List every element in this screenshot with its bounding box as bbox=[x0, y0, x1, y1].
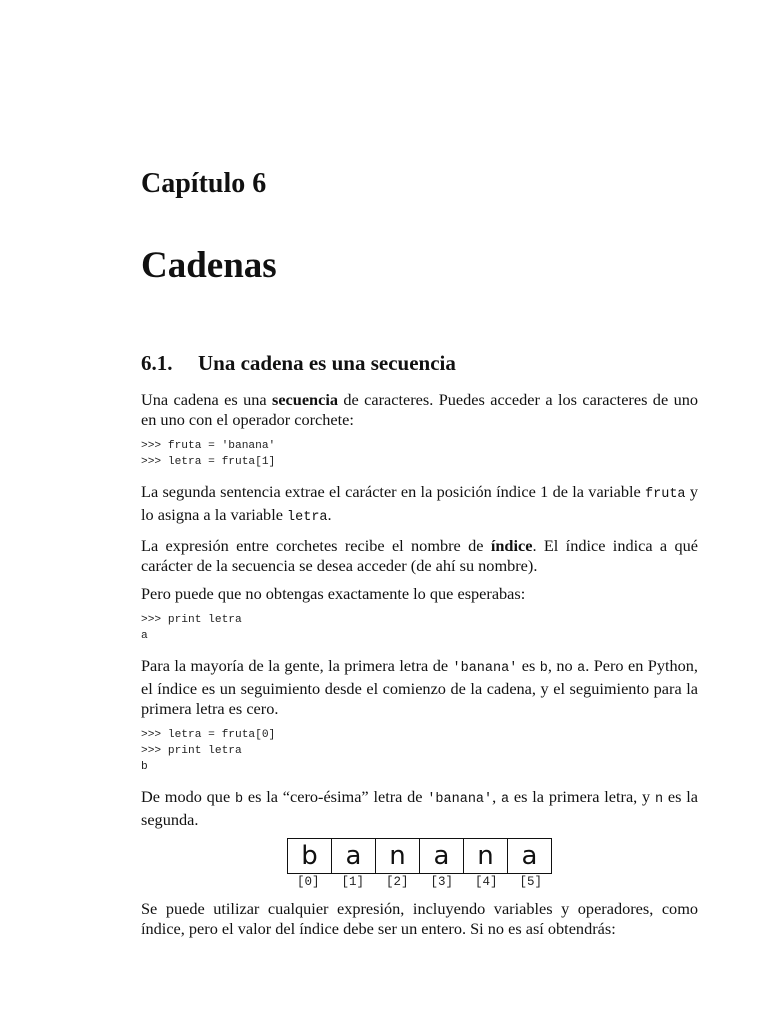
section-heading bbox=[141, 351, 456, 376]
paragraph-4 bbox=[141, 584, 698, 604]
code-block-2: >>> print letra a bbox=[141, 614, 242, 642]
index-labels bbox=[286, 875, 553, 889]
paragraph-text: La segunda sentencia extrae el carácter en la posición índice 1 de la variable bbox=[141, 482, 646, 501]
inline-code: n bbox=[654, 792, 664, 807]
paragraph-text: Se puede utilizar cualquier expresión, incluyendo variables y operadores, como índice, pero el valor del índice debe ser un entero. Si no es así obtendrás: bbox=[141, 899, 698, 938]
paragraph-text: De modo que bbox=[141, 787, 235, 806]
section-number: 6.1. bbox=[141, 351, 173, 375]
paragraph-text: es la segunda. bbox=[141, 787, 698, 829]
paragraph-5 bbox=[141, 656, 698, 719]
letter-cell: n bbox=[376, 839, 420, 873]
chapter-title: Cadenas bbox=[141, 245, 277, 286]
index-label: [1] bbox=[341, 875, 364, 889]
paragraph-text: Para la mayoría de la gente, la primera letra de bbox=[141, 656, 453, 675]
letter-cell: a bbox=[521, 841, 538, 871]
letter-cell: a bbox=[420, 839, 464, 873]
paragraph-text: . El índice indica a qué carácter de la secuencia se desea acceder (de ahí su nombre). bbox=[141, 536, 698, 575]
term-secuencia: secuencia bbox=[271, 390, 338, 409]
index-label: [0] bbox=[296, 875, 320, 889]
letter-cell: n bbox=[464, 839, 508, 873]
inline-code: a bbox=[501, 792, 510, 807]
term-indice: índice bbox=[490, 536, 533, 555]
section-title: Una cadena es una secuencia bbox=[198, 351, 456, 375]
paragraph-text: de caracteres. Puedes acceder a los caracteres de uno en uno con el operador corchete: bbox=[141, 390, 698, 429]
paragraph-text: es la “cero-ésima” letra de bbox=[243, 787, 428, 806]
index-label: [5] bbox=[519, 875, 542, 889]
inline-code: 'banana' bbox=[452, 661, 518, 676]
inline-code: fruta bbox=[645, 487, 686, 502]
paragraph-text: Una cadena es una bbox=[141, 390, 272, 409]
index-label: [2] bbox=[385, 875, 409, 889]
paragraph-3 bbox=[141, 536, 698, 576]
inline-code: b bbox=[539, 661, 548, 676]
paragraph-1 bbox=[141, 390, 698, 430]
letter-cells bbox=[287, 838, 552, 874]
paragraph-7 bbox=[141, 899, 698, 939]
inline-code: letra bbox=[287, 510, 328, 525]
letter-cell: a bbox=[332, 839, 376, 873]
index-label: [4] bbox=[474, 875, 498, 889]
paragraph-text: es bbox=[517, 656, 540, 675]
paragraph-text: Pero puede que no obtengas exactamente lo que esperabas: bbox=[141, 584, 526, 603]
paragraph-text: , bbox=[492, 787, 502, 806]
code-block-3: >>> letra = fruta[0] >>> print letra b bbox=[141, 729, 276, 773]
inline-code: 'banana' bbox=[427, 792, 493, 807]
paragraph-text: La expresión entre corchetes recibe el nombre de bbox=[141, 536, 491, 555]
code-block-1: >>> fruta = 'banana' >>> letra = fruta[1] bbox=[141, 440, 276, 468]
letter-cell: b bbox=[288, 839, 332, 873]
body-flow bbox=[141, 390, 698, 947]
paragraph-6 bbox=[141, 787, 698, 830]
paragraph-text: . bbox=[327, 505, 332, 524]
chapter-label: Capítulo 6 bbox=[141, 168, 267, 199]
inline-code: a bbox=[577, 661, 586, 676]
string-index-diagram bbox=[141, 838, 698, 889]
paragraph-text: y lo asigna a la variable bbox=[141, 482, 698, 524]
paragraph-text: es la primera letra, y bbox=[509, 787, 655, 806]
paragraph-text: . Pero en Python, el índice es un seguimiento desde el comienzo de la cadena, y el seguimiento para la primera letra es cero. bbox=[141, 656, 699, 718]
paragraph-text: , no bbox=[547, 656, 578, 675]
index-label: [3] bbox=[430, 875, 453, 889]
inline-code: b bbox=[234, 792, 244, 807]
paragraph-2 bbox=[141, 482, 698, 528]
